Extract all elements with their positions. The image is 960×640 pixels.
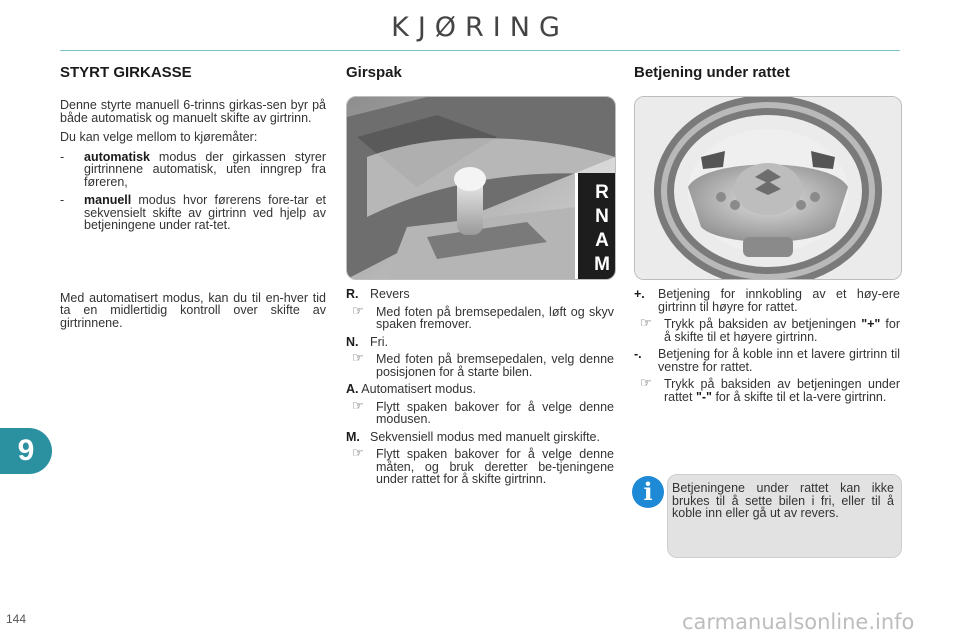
list-item-instruction — [634, 315, 901, 344]
pointing-hand-icon: ☞ — [352, 350, 364, 365]
section-heading-styrt-girkasse: STYRT GIRKASSE — [60, 64, 192, 81]
list-item-revers — [346, 288, 614, 301]
gear-position-letters — [589, 181, 615, 277]
position-code: M. — [346, 429, 360, 444]
list-item-instruction — [346, 302, 614, 331]
pointing-hand-icon: ☞ — [640, 375, 652, 390]
mode-item-automatisk — [60, 151, 326, 189]
instruction-text: Flytt spaken bakover for å velge denne modusen. — [376, 399, 614, 426]
mode-choice-text: Du kan velge mellom to kjøremåter: — [60, 130, 258, 144]
page-title: KJØRING — [391, 12, 569, 43]
dash-marker: - — [60, 149, 65, 164]
list-item-automatisert — [346, 383, 614, 396]
chapter-tab: 9 — [0, 428, 52, 474]
mode-text: modus hvor førerens fore-tar et sekvensielt skifte av girtrinn ved hjelp av betjeningene under rat-tet. — [84, 193, 326, 232]
info-icon: i — [632, 476, 664, 508]
temporary-control-note: Med automatisert modus, kan du til en-hver tid ta en midlertidig kontroll over skifte av girtrinnene. — [60, 290, 326, 330]
instruction-key: "+" — [861, 317, 881, 331]
position-text: Automatisert modus. — [361, 382, 476, 396]
instruction-pre: Trykk på baksiden av betjeningen — [664, 317, 862, 331]
instruction-key: "-" — [695, 389, 712, 404]
control-code: -. — [634, 347, 642, 361]
steering-controls-list — [634, 288, 900, 408]
header-divider — [60, 50, 900, 51]
position-text: Sekvensiell modus med manuelt girskifte. — [370, 429, 600, 444]
list-item-instruction — [634, 375, 900, 404]
position-code: N. — [346, 334, 359, 349]
info-note-text: Betjeningene under rattet kan ikke brukes til å sette bilen i fri, eller til å koble inn eller gå ut av revers. — [672, 481, 894, 520]
gear-letter-r: R — [595, 182, 609, 203]
mode-term: manuell — [84, 193, 132, 207]
list-item-fri — [346, 336, 614, 349]
instruction-text: Med foten på bremsepedalen, velg denne posisjonen for å starte bilen. — [376, 352, 614, 379]
mode-item-manuell — [60, 194, 326, 232]
instruction-text: Med foten på bremsepedalen, løft og skyv spaken fremover. — [376, 304, 614, 331]
list-item-minus-control — [634, 348, 900, 373]
control-text: Betjening for å koble inn et lavere girtrinn til venstre for rattet. — [658, 347, 900, 374]
pointing-hand-icon: ☞ — [352, 397, 364, 413]
instruction-text: Flytt spaken bakover for å velge denne måten, og bruk deretter be-tjeningene under rattet for å skifte girtrinn. — [376, 447, 614, 486]
gear-letter-m: M — [594, 254, 610, 275]
position-text: Fri. — [370, 334, 389, 349]
left-column — [60, 64, 326, 336]
instruction-pre: Trykk på baksiden av betjeningen under rattet — [664, 377, 900, 404]
steering-wheel-illustration — [635, 97, 901, 279]
instruction-post: for å skifte til et la-vere girtrinn. — [711, 389, 887, 404]
intro-paragraph: Denne styrte manuell 6-trinns girkas-sen byr på både automatisk og manuelt skifte av girtrinn. — [60, 98, 326, 125]
control-text: Betjening for innkobling av et høy-ere girtrinn til høyre for rattet. — [658, 287, 900, 314]
gear-positions-list — [346, 288, 614, 491]
pointing-hand-icon: ☞ — [352, 302, 364, 318]
position-text: Revers — [370, 287, 410, 301]
gear-lever-illustration — [347, 97, 615, 279]
gear-lever-image — [346, 96, 616, 280]
pointing-hand-icon: ☞ — [352, 445, 364, 460]
mode-term: automatisk — [84, 149, 150, 164]
section-heading-girspak: Girspak — [346, 64, 402, 81]
section-heading-betjening: Betjening under rattet — [634, 64, 790, 81]
control-code: +. — [634, 287, 645, 301]
gear-letter-a: A — [595, 230, 609, 251]
page-number: 144 — [6, 612, 27, 626]
list-item-instruction — [346, 397, 614, 426]
position-code: A. — [346, 382, 359, 396]
position-code: R. — [346, 287, 359, 301]
steering-wheel-image — [634, 96, 902, 280]
gear-letter-n: N — [595, 206, 609, 227]
mode-text: modus der girkassen styrer girtrinnene automatisk, uten inngrep fra føreren, — [84, 149, 326, 189]
instruction-post: for å skifte til et høyere girtrinn. — [664, 317, 901, 344]
list-item-instruction — [346, 350, 614, 379]
list-item-instruction — [346, 445, 614, 486]
list-item-sekvensiell — [346, 431, 614, 444]
dash-marker: - — [60, 193, 65, 207]
watermark: carmanualsonline.info — [682, 610, 915, 634]
pointing-hand-icon: ☞ — [640, 315, 652, 330]
list-item-plus-control — [634, 288, 900, 313]
